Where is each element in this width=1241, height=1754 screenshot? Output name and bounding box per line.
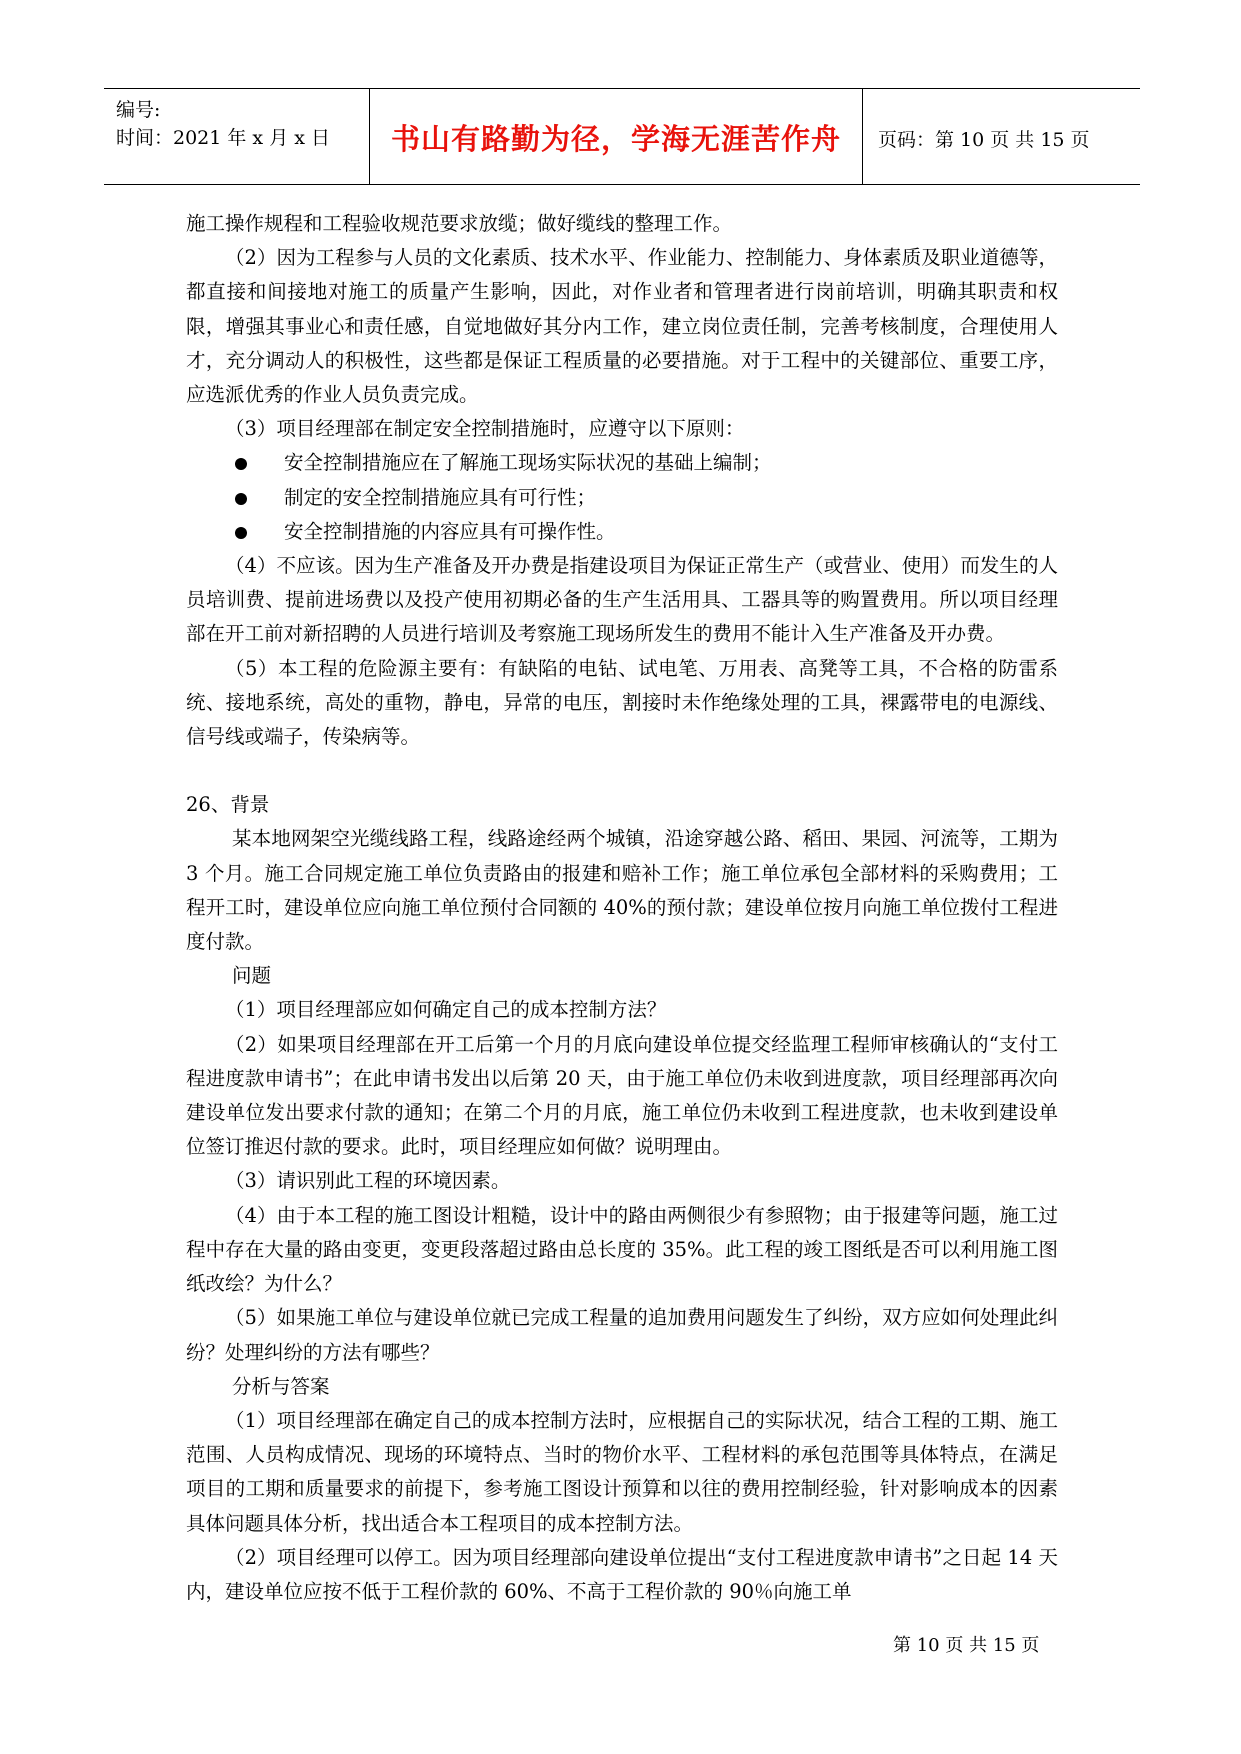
- question: （5）如果施工单位与建设单位就已完成工程量的追加费用问题发生了纠纷，双方应如何处理此纠纷？处理纠纷的方法有哪些？: [186, 1306, 1058, 1364]
- bullet-text: 安全控制措施的内容应具有可操作性。: [284, 519, 616, 543]
- question: （1）项目经理部应如何确定自己的成本控制方法？: [225, 998, 667, 1022]
- bullet-dot-icon: [235, 493, 247, 505]
- bullet-dot-icon: [235, 458, 247, 470]
- header-motto: 书山有路勤为径，学海无涯苦作舟: [390, 122, 841, 156]
- bullet-dot-icon: [235, 527, 247, 539]
- paragraph: （3）项目经理部在制定安全控制措施时，应遵守以下原则：: [225, 417, 745, 441]
- question: （4）由于本工程的施工图设计粗糙，设计中的路由两侧很少有参照物；由于报建等问题，施工过程中存在大量的路由变更，变更段落超过路由总长度的 35%。此工程的竣工图纸是否可以利用施工图纸改绘？为什么？: [186, 1203, 1058, 1296]
- bullet-item: [186, 481, 1058, 515]
- answers-heading: 分析与答案: [232, 1374, 330, 1398]
- paragraph: 施工操作规程和工程验收规范要求放缆；做好缆线的整理工作。: [186, 212, 733, 235]
- answer: （2）项目经理可以停工。因为项目经理部向建设单位提出“支付工程进度款申请书”之日起 14 天内，建设单位应按不低于工程价款的 60%、不高于工程价款的 90％向施工单: [186, 1545, 1058, 1603]
- question: （2）如果项目经理部在开工后第一个月的月底向建设单位提交经监理工程师审核确认的“支付工程进度款申请书”；在此申请书发出以后第 20 天，由于施工单位仍未收到进度款，项目经理部再次向建设单位发出要求付款的通知；在第二个月的月底，施工单位仍未收到工程进度款，也未收到建设单位签订推迟付款的要求。此时，项目经理应如何做？说明理由。: [186, 1032, 1058, 1159]
- bullet-text: 制定的安全控制措施应具有可行性；: [284, 485, 597, 509]
- section-gap: [186, 754, 1058, 788]
- document-time: 时间：2021 年 x 月 x 日: [116, 127, 330, 149]
- page-header: [104, 88, 1140, 185]
- bullet-item: [186, 446, 1058, 480]
- background-paragraph: 某本地网架空光缆线路工程，线路途经两个城镇，沿途穿越公路、稻田、果园、河流等，工期为 3 个月。施工合同规定施工单位负责路由的报建和赔补工作；施工单位承包全部材料的采购费用；工程开工时，建设单位应向施工单位预付合同额的 40%的预付款；建设单位按月向施工单位拨付工程进度付款。: [186, 827, 1058, 954]
- paragraph: （2）因为工程参与人员的文化素质、技术水平、作业能力、控制能力、身体素质及职业道德等，都直接和间接地对施工的质量产生影响，因此，对作业者和管理者进行岗前培训，明确其职责和权限，增强其事业心和责任感，自觉地做好其分内工作，建立岗位责任制，完善考核制度，合理使用人才，充分调动人的积极性，这些都是保证工程质量的必要措施。对于工程中的关键部位、重要工序，应选派优秀的作业人员负责完成。: [186, 246, 1058, 407]
- header-page-cell: [864, 89, 1140, 184]
- page-footer: 第 10 页 共 15 页: [893, 1635, 1040, 1656]
- questions-heading: 问题: [232, 964, 272, 988]
- header-motto-cell: [370, 89, 863, 184]
- answer: （1）项目经理部在确定自己的成本控制方法时，应根据自己的实际状况，结合工程的工期、施工范围、人员构成情况、现场的环境特点、当时的物价水平、工程材料的承包范围等具体特点，在满足项目的工期和质量要求的前提下，参考施工图设计预算和以往的费用控制经验，针对影响成本的因素具体问题具体分析，找出适合本工程项目的成本控制方法。: [186, 1408, 1058, 1535]
- document-number-label: 编号:: [116, 99, 161, 121]
- bullet-text: 安全控制措施应在了解施工现场实际状况的基础上编制；: [284, 451, 772, 475]
- header-info-cell: [104, 89, 370, 184]
- document-body: [186, 207, 1058, 1609]
- section-heading: 26、背景: [186, 793, 270, 817]
- paragraph: （4）不应该。因为生产准备及开办费是指建设项目为保证正常生产（或营业、使用）而发生的人员培训费、提前进场费以及投产使用初期必备的生产生活用具、工器具等的购置费用。所以项目经理部在开工前对新招聘的人员进行培训及考察施工现场所发生的费用不能计入生产准备及开办费。: [186, 554, 1058, 646]
- question: （3）请识别此工程的环境因素。: [225, 1169, 511, 1193]
- bullet-item: [186, 515, 1058, 549]
- header-page-number: 页码：第 10 页 共 15 页: [878, 129, 1090, 151]
- paragraph: （5）本工程的危险源主要有：有缺陷的电钻、试电笔、万用表、高凳等工具，不合格的防雷系统、接地系统，高处的重物，静电，异常的电压，割接时未作绝缘处理的工具，裸露带电的电源线、信号线或端子，传染病等。: [186, 656, 1058, 749]
